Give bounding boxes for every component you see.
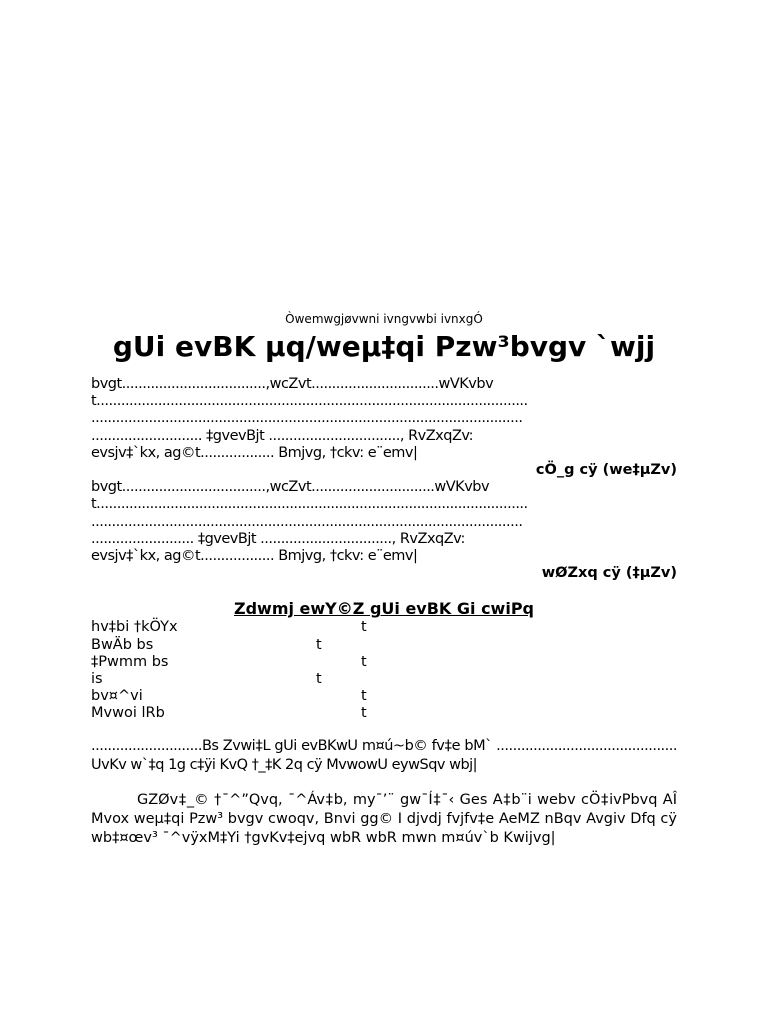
detail-label: is (91, 671, 103, 687)
seller-line-3: ......................................................................................................... (91, 410, 523, 427)
detail-row-engine (91, 637, 677, 654)
document-kicker: Òwemwgjøvwni ivngvwbi ivnxgÓ (285, 312, 483, 326)
contract-body (91, 312, 677, 848)
detail-row-chassis (91, 654, 677, 671)
detail-marker: t (361, 688, 367, 705)
detail-row-weight (91, 705, 677, 722)
detail-label: bv¤^vi (91, 688, 143, 705)
buyer-line-1: bvgt...................................,wcZvt..............................wVKvbv (91, 479, 490, 496)
declaration-paragraph: GZØv‡_© †¯^”Qvq, ¯^Áv‡b, my¯’¨ gw¯Í‡¯‹ Ges A‡b¨i webv cÖ‡ivPbvq AÎ Mvox weµ‡qi Pzw³ bvgv cwoqv, Bnvi gg© I djvdj fvjfv‡e AeMZ nBqv Avgiv Dfq cÿ wb‡¤œv³ ¯^vÿxM‡Yi †gvKv‡ejvq wbR wbR mwn m¤úv`b Kwijvg| (91, 791, 677, 846)
seller-line-2: t......................................................................................................... (91, 393, 528, 410)
vehicle-details-heading: Zdwmj ewY©Z gUi evBK Gi cwiPq (233, 599, 534, 619)
buyer-line-5: evsjv‡`kx, ag©t.................. Bmjvg, †ckv: e¨emv| (91, 548, 418, 565)
buyer-line-2: t......................................................................................................... (91, 496, 528, 513)
seller-line-4: ........................... ‡gvevBjt ................................, RvZxqZv: (91, 427, 474, 444)
buyer-party-section (91, 479, 677, 582)
detail-row-color (91, 671, 677, 688)
buyer-line-4: ......................... ‡gvevBjt ................................, RvZxqZv: (91, 530, 465, 547)
detail-marker: t (361, 653, 367, 670)
buyer-line-3: ......................................................................................................... (91, 513, 523, 530)
vehicle-details-list (91, 619, 677, 722)
seller-party-section (91, 376, 677, 479)
detail-label: ‡Pwmm bs (91, 653, 169, 670)
seller-line-5: evsjv‡`kx, ag©t.................. Bmjvg, †ckv: e¨emv| (91, 444, 418, 461)
detail-marker: t (361, 705, 367, 722)
detail-marker: t (316, 636, 322, 653)
detail-label: Mvwoi lRb (91, 705, 165, 722)
detail-marker: t (316, 671, 322, 687)
detail-label: BwÄb bs (91, 636, 154, 653)
payment-paragraph: ...........................Bs Zvwi‡L gUi evBKwU m¤ú~b© fv‡e bM` ............................................ UvKv w`‡q 1g c‡ÿi KvQ †_‡K 2q cÿ MvwowU eywSqv wbj| (91, 737, 677, 773)
detail-marker: t (361, 619, 367, 636)
seller-line-1: bvgt...................................,wcZvt...............................wVKvbv (91, 376, 494, 392)
detail-label: hv‡bi †kÖYx (91, 619, 178, 636)
document-title: gUi evBK µq/weµ‡qi Pzw³bvgv `wjj (112, 330, 656, 363)
seller-party-label: cÖ_g cÿ (we‡µZv) (535, 462, 677, 479)
buyer-party-label: wØZxq cÿ (‡µZv) (541, 565, 677, 582)
detail-row-number (91, 688, 677, 705)
detail-row-category (91, 619, 677, 636)
